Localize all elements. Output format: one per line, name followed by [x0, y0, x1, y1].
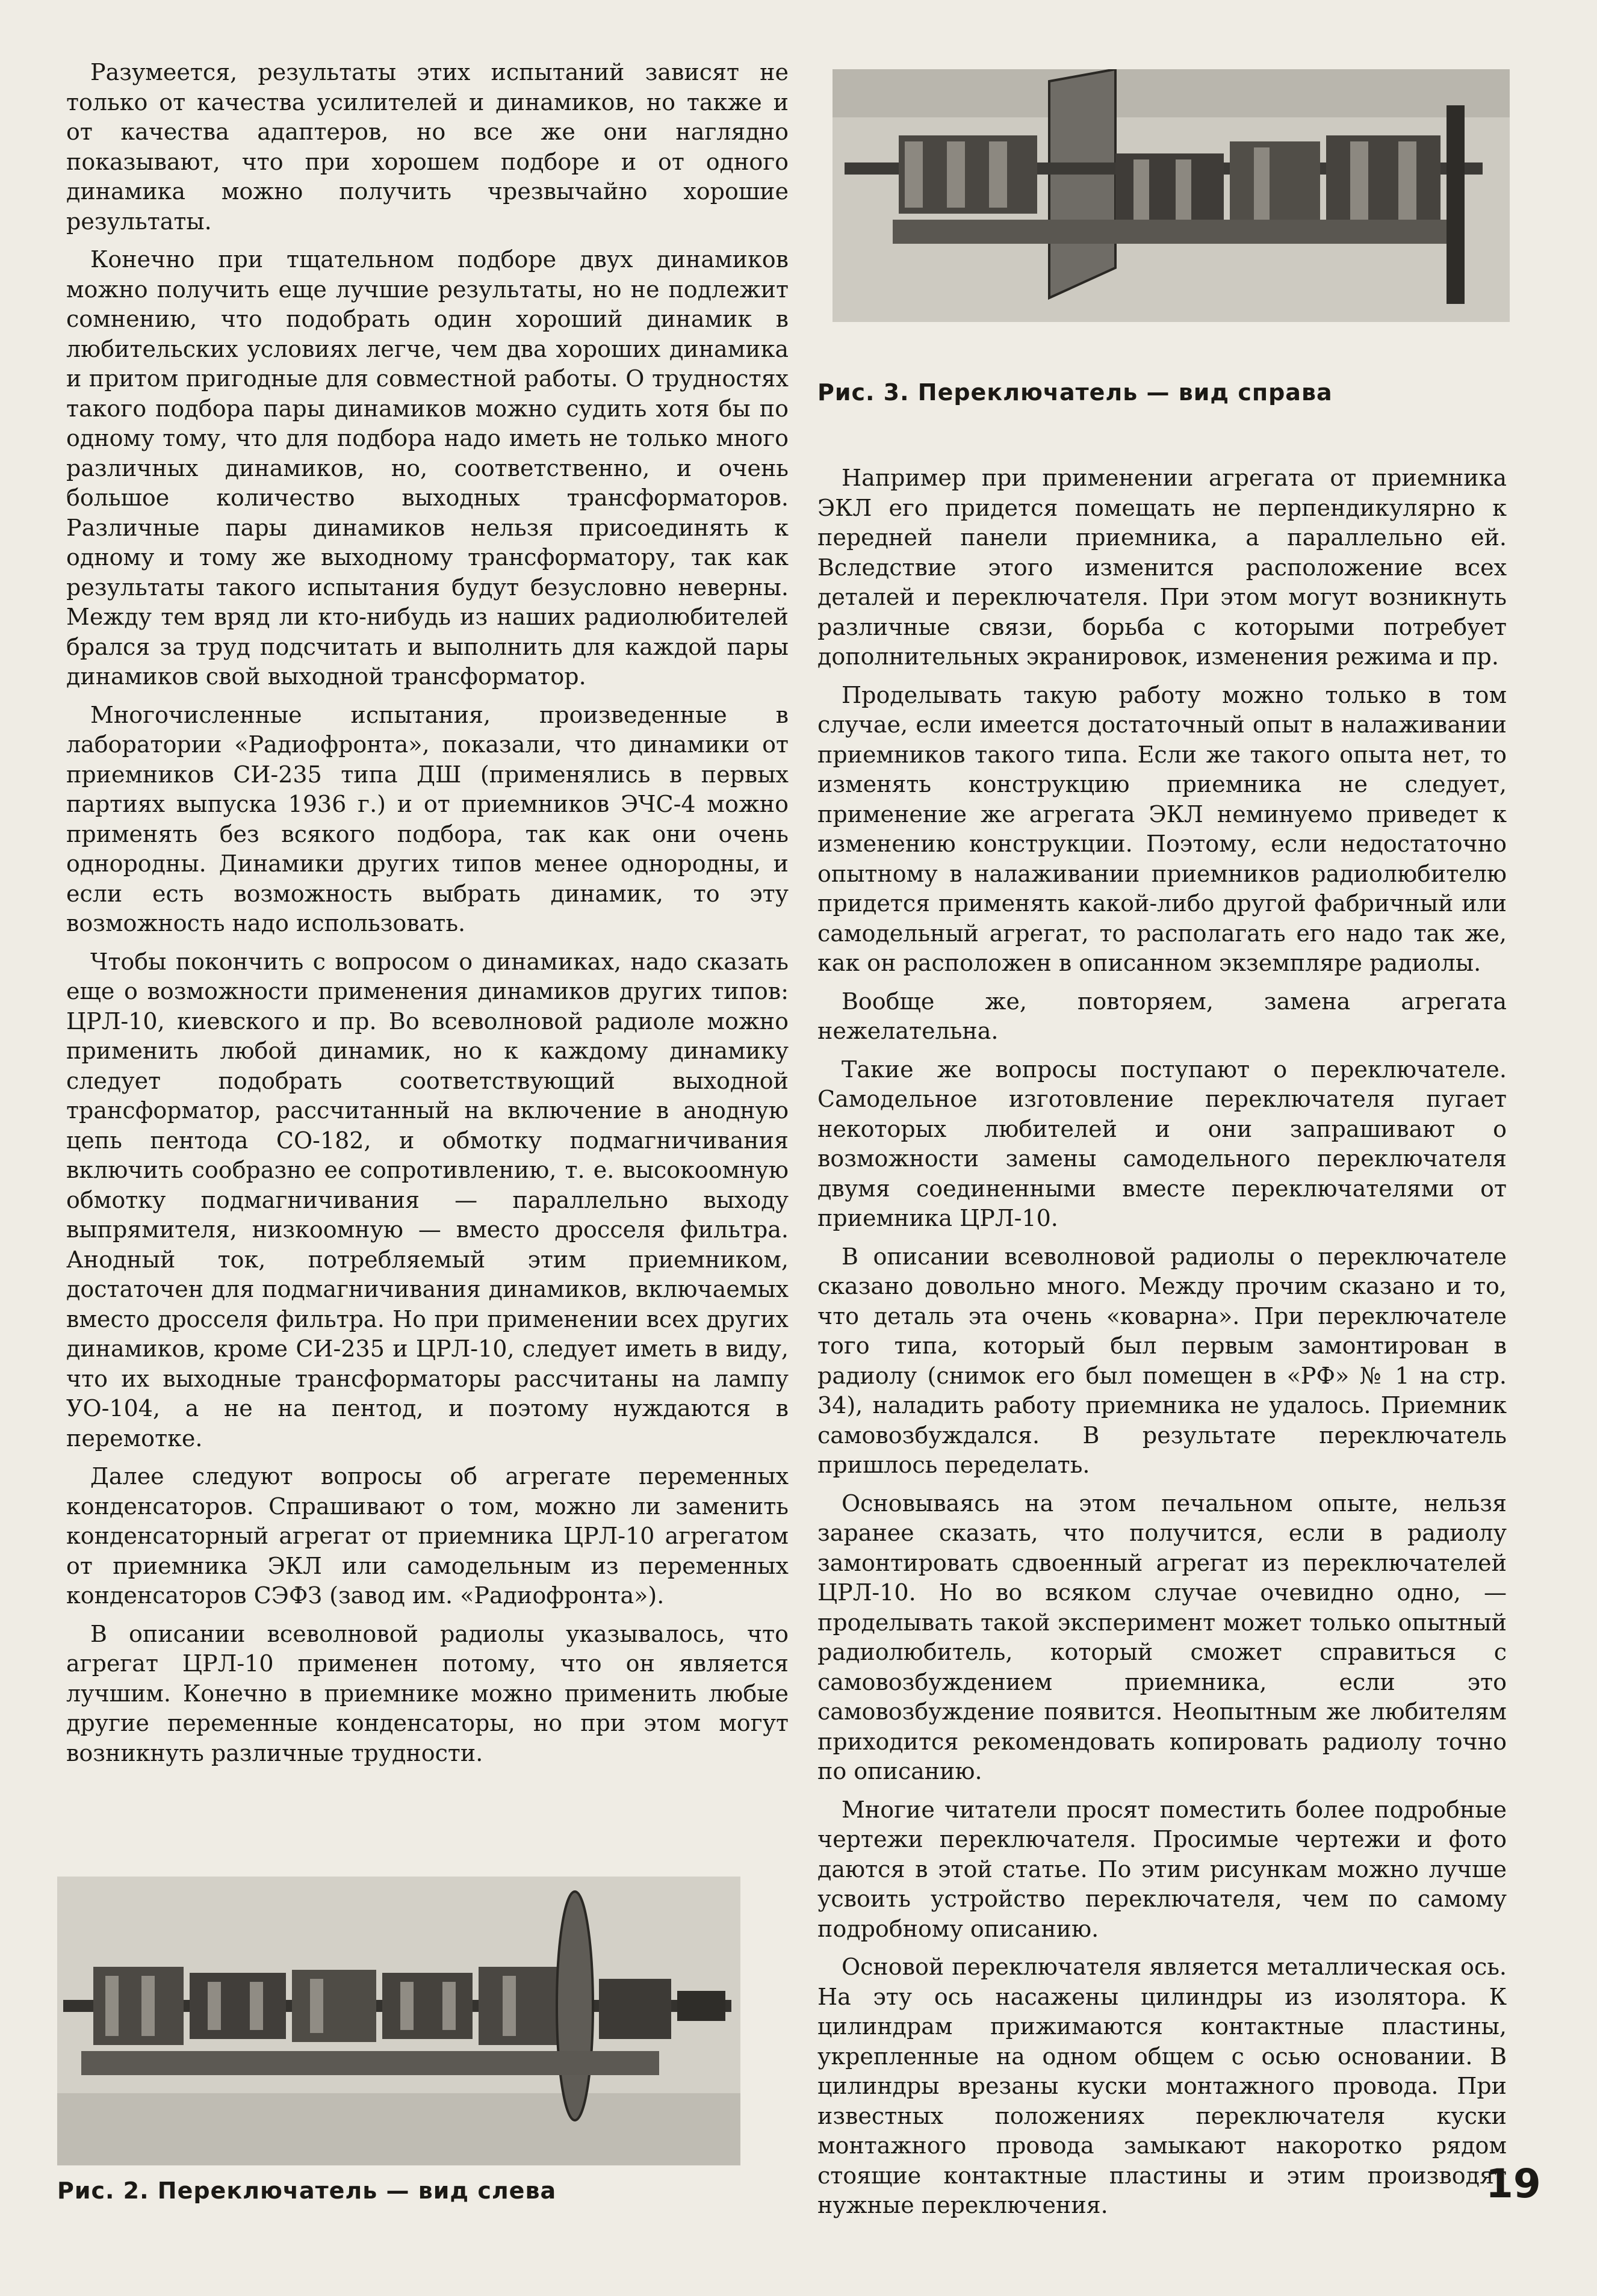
- left-text-column: [66, 58, 789, 1777]
- switch-photo-right-view: [833, 69, 1510, 322]
- paragraph: Далее следуют вопросы об агрегате переменных конденсаторов. Спрашивают о том, можно ли заменить конденсаторный агрегат от приемника ЦРЛ-10 агрегатом от приемника ЭКЛ или самодельным из переменных конденсаторов СЭФЗ (завод им. «Радиофронта»).: [66, 1463, 789, 1609]
- right-text-column: [817, 463, 1507, 2229]
- paragraph: Многие читатели просят поместить более подробные чертежи переключателя. Просимые чертежи и фото даются в этой статье. По этим рисункам можно лучше усвоить устройство переключателя, чем по самому подробному описанию.: [817, 1796, 1507, 1942]
- switch-photo-left-view: [57, 1877, 740, 2165]
- paragraph: Основываясь на этом печальном опыте, нельзя заранее сказать, что получится, если в радиолу замонтировать сдвоенный агрегат из переключателей ЦРЛ-10. Но во всяком случае очевидно одно, — проделывать такой эксперимент может только опытный радиолюбитель, который сможет справиться с самовозбуждением приемника, если это самовозбуждение появится. Неопытным же любителям приходится рекомендовать копировать радиолу точно по описанию.: [817, 1490, 1507, 1784]
- figure-3-caption: Рис. 3. Переключатель — вид справа: [817, 379, 1333, 406]
- paragraph: В описании всеволновой радиолы о переключателе сказано довольно много. Между прочим сказано и то, что деталь эта очень «коварна». При переключателе того типа, который был первым замонтирован в радиолу (снимок его был помещен в «РФ» № 1 на стр. 34), наладить работу приемника не удалось. Приемник самовозбуждался. В результате переключатель пришлось переделать.: [817, 1243, 1507, 1478]
- switch-illustration-left: [57, 1877, 740, 2165]
- paragraph: Чтобы покончить с вопросом о динамиках, надо сказать еще о возможности применения динамиков других типов: ЦРЛ-10, киевского и пр. Во всеволновой радиоле можно применить любой динамик, но к каждому динамику следует подобрать соответствующий выходной трансформатор, рассчитанный на включение в анодную цепь пентода СО-182, и обмотку подмагничивания включить сообразно ее сопротивлению, т. е. высокоомную обмотку подмагничивания — параллельно выходу выпрямителя, низкоомную — вместо дросселя фильтра. Анодный ток, потребляемый этим приемником, достаточен для подмагничивания динамиков, включаемых вместо дросселя фильтра. Но при применении всех других динамиков, кроме СИ-235 и ЦРЛ-10, следует иметь в виду, что их выходные трансформаторы рассчитаны на лампу УО-104, а не на пентод, и поэтому нуждаются в перемотке.: [66, 948, 789, 1452]
- figure-2-caption: Рис. 2. Переключатель — вид слева: [57, 2177, 557, 2204]
- paragraph: В описании всеволновой радиолы указывалось, что агрегат ЦРЛ-10 применен потому, что он является лучшим. Конечно в приемнике можно применить любые другие переменные конденсаторы, но при этом могут возникнуть различные трудности.: [66, 1620, 789, 1766]
- paragraph: Например при применении агрегата от приемника ЭКЛ его придется помещать не перпендикулярно к передней панели приемника, а параллельно ей. Вследствие этого изменится расположение всех деталей и переключателя. При этом могут возникнуть различные связи, борьба с которыми потребует дополнительных экранировок, изменения режима и пр.: [817, 465, 1507, 670]
- paragraph: Такие же вопросы поступают о переключателе. Самодельное изготовление переключателя пугает некоторых любителей и они запрашивают о возможности замены самодельного переключателя двумя соединенными вместе переключателями от приемника ЦРЛ-10.: [817, 1056, 1507, 1231]
- paragraph: Вообще же, повторяем, замена агрегата нежелательна.: [817, 988, 1507, 1044]
- paragraph: Проделывать такую работу можно только в том случае, если имеется достаточный опыт в налаживании приемников такого типа. Если же такого опыта нет, то изменять конструкцию приемника не следует, применение же агрегата ЭКЛ неминуемо приведет к изменению конструкции. Поэтому, если недостаточно опытному в налаживании приемников радиолюбителю придется применять какой-либо другой фабричный или самодельный агрегат, то располагать его надо так же, как он расположен в описанном экземпляре радиолы.: [817, 681, 1507, 976]
- paragraph: Разумеется, результаты этих испытаний зависят не только от качества усилителей и динамиков, но также и от качества адаптеров, но все же они наглядно показывают, что при хорошем подборе и от одного динамика можно получить чрезвычайно хорошие результаты.: [66, 59, 789, 235]
- paragraph: Основой переключателя является металлическая ось. На эту ось насажены цилиндры из изолятора. К цилиндрам прижимаются контактные пластины, укрепленные на одном общем с осью основании. В цилиндры врезаны куски монтажного провода. При известных положениях переключателя куски монтажного провода замыкают накоротко рядом стоящие контактные пластины и этим производят нужные переключения.: [817, 1954, 1507, 2218]
- paragraph: Многочисленные испытания, произведенные в лаборатории «Радиофронта», показали, что динамики от приемников СИ-235 типа ДШ (применялись в первых партиях выпуска 1936 г.) и от приемников ЭЧС-4 можно применять без всякого подбора, так как они очень однородны. Динамики других типов менее однородны, и если есть возможность выбрать динамик, то эту возможность надо использовать.: [66, 701, 789, 936]
- page-number: 19: [1486, 2161, 1541, 2207]
- paragraph: Конечно при тщательном подборе двух динамиков можно получить еще лучшие результаты, но не подлежит сомнению, что подобрать один хороший динамик в любительских условиях легче, чем два хороших динамика и притом пригодные для совместной работы. О трудностях такого подбора пары динамиков можно судить хотя бы по одному тому, что для подбора надо иметь не только много различных динамиков, но, соответственно, и очень большое количество выходных трансформаторов. Различные пары динамиков нельзя присоединять к одному и тому же выходному трансформатору, так как результаты такого испытания будут безусловно неверны. Между тем вряд ли кто-нибудь из наших радиолюбителей брался за труд подсчитать и выполнить для каждой пары динамиков свой выходной трансформатор.: [66, 246, 789, 690]
- switch-illustration-right: [833, 69, 1510, 322]
